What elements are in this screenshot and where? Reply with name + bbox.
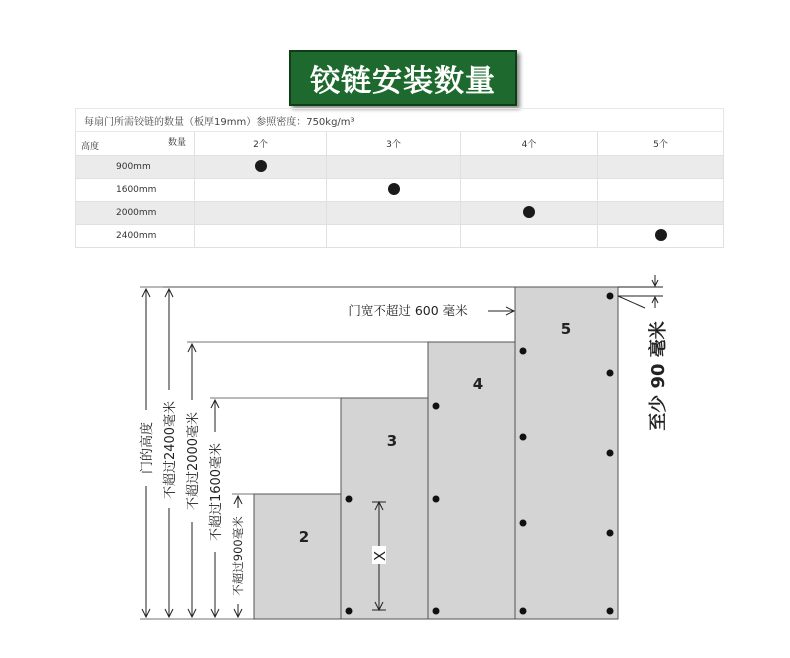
max-height-1600-label: 不超过1600毫米 <box>209 442 224 542</box>
hinge-dot <box>433 496 440 503</box>
hinge-dot <box>520 520 527 527</box>
table-row <box>76 179 724 202</box>
panel-label-5: 5 <box>560 320 572 338</box>
door-height-label: 门的高度 <box>140 421 155 475</box>
row-height-label: 2400mm <box>76 225 195 248</box>
panel-label-2: 2 <box>298 528 310 546</box>
hinge-dot <box>607 293 614 300</box>
min-edge-label: 至少 90 毫米 <box>648 321 669 431</box>
hinge-dot <box>255 160 267 172</box>
table-row <box>76 156 724 179</box>
hinge-dot <box>388 183 400 195</box>
title-banner <box>289 50 517 106</box>
x-label: X <box>371 550 389 562</box>
hinge-dot <box>607 450 614 457</box>
hinge-dot <box>433 608 440 615</box>
table-cell <box>461 225 598 248</box>
corner-label-height: 高度 <box>81 142 100 152</box>
row-height-label: 2000mm <box>76 202 195 225</box>
row-height-label: 1600mm <box>76 179 195 202</box>
table-header-row <box>76 132 724 156</box>
hinge-dot <box>520 608 527 615</box>
table-cell <box>461 179 598 202</box>
table-caption: 每扇门所需铰链的数量（板厚19mm）参照密度：750kg/m³ <box>76 109 724 132</box>
panel-label-4: 4 <box>472 375 484 393</box>
table-cell <box>327 179 461 202</box>
hinge-dot <box>433 403 440 410</box>
column-header: 2个 <box>195 132 327 156</box>
max-height-2400-label: 不超过2400毫米 <box>163 400 178 500</box>
hinge-diagram <box>0 270 790 658</box>
table-cell <box>598 202 724 225</box>
max-height-900-label: 不超过900毫米 <box>231 516 245 596</box>
hinge-dot <box>655 229 667 241</box>
hinge-dot <box>520 348 527 355</box>
panel-label-3: 3 <box>386 432 398 450</box>
table-cell <box>598 156 724 179</box>
max-height-2000-label: 不超过2000毫米 <box>186 411 201 511</box>
table-cell <box>195 156 327 179</box>
column-header: 5个 <box>598 132 724 156</box>
hinge-dot <box>523 206 535 218</box>
table-cell <box>598 179 724 202</box>
page-title: 铰链安装数量 <box>310 64 496 99</box>
row-height-label: 900mm <box>76 156 195 179</box>
table-row <box>76 202 724 225</box>
hinge-dot <box>346 608 353 615</box>
column-header: 4个 <box>461 132 598 156</box>
table-cell <box>461 156 598 179</box>
hinge-dot <box>607 370 614 377</box>
table-cell <box>327 202 461 225</box>
hinge-dot <box>520 434 527 441</box>
hinge-dot <box>607 530 614 537</box>
table-cell <box>598 225 724 248</box>
table-row <box>76 225 724 248</box>
table-corner-cell <box>76 132 195 156</box>
table-cell <box>195 179 327 202</box>
hinge-dot <box>607 608 614 615</box>
corner-label-quantity: 数量 <box>167 138 186 148</box>
door-width-label: 门宽不超过 600 毫米 <box>348 303 468 318</box>
hinge-count-table <box>75 108 724 248</box>
table-cell <box>195 225 327 248</box>
table-cell <box>327 156 461 179</box>
table-cell <box>195 202 327 225</box>
column-header: 3个 <box>327 132 461 156</box>
table-caption-row <box>76 109 724 132</box>
table-cell <box>327 225 461 248</box>
table-cell <box>461 202 598 225</box>
hinge-dot <box>346 496 353 503</box>
